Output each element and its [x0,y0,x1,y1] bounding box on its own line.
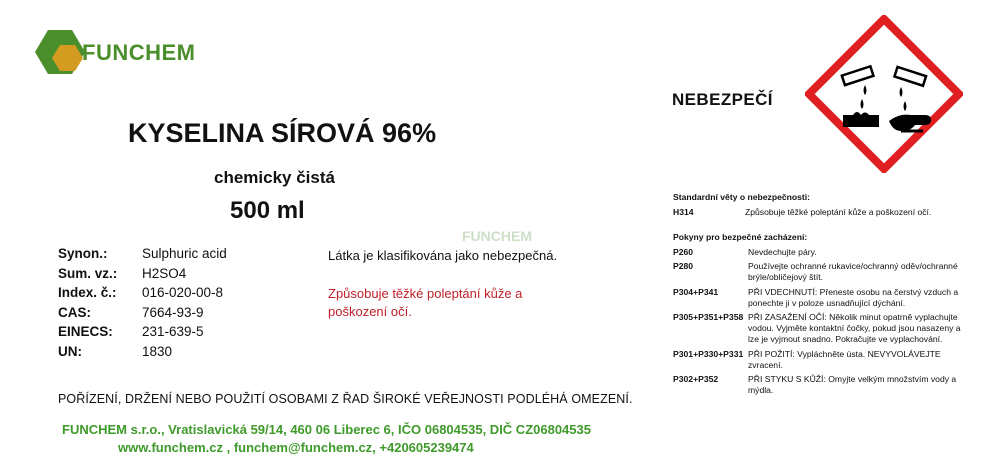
precautionary-statement [673,261,968,283]
precautionary-list [673,247,968,399]
contact-info: www.funchem.cz , funchem@funchem.cz, +420605239474 [118,440,474,455]
statement-text: Způsobuje těžké poleptání kůže a poškození očí. [745,207,932,217]
statement-code: H314 [673,207,694,217]
properties-list [58,246,227,363]
precautionary-statements-heading: Pokyny pro bezpečné zacházení: [673,232,808,242]
statement-code: P280 [673,261,694,272]
watermark: FUNCHEM [462,228,532,244]
precautionary-statement [673,287,968,309]
logo-text: FUNCHEM [82,40,196,65]
precautionary-statement [673,349,968,371]
product-grade: chemicky čistá [214,168,335,187]
product-title: KYSELINA SÍROVÁ 96% [128,118,437,148]
property-row [58,246,227,266]
statement-text: PŘI POŽITÍ: Vypláchněte ústa. NEVYVOLÁVEJTE zvracení. [748,348,941,370]
property-row [58,266,227,286]
property-label: Index. č.: [58,285,117,300]
hazard-summary: Způsobuje těžké poleptání kůže a poškození očí. [328,286,523,319]
statement-code: P301+P330+P331 [673,348,744,359]
signal-word: NEBEZPEČÍ [672,90,773,109]
statement-code: P305+P351+P358 [673,312,744,323]
property-value: 7664-93-9 [142,304,204,320]
statement-text: PŘI ZASAŽENÍ OČÍ: Několik minut opatrně vyplachujte vodou. Vyjměte kontaktní čočky, pokud jsou nasazeny a lze je vyjmout snadno. Pokračujte ve vyplachování. [748,312,961,345]
product-volume: 500 ml [230,197,305,224]
hazard-statement [673,207,931,217]
property-row [58,285,227,305]
classification-text: Látka je klasifikována jako nebezpečná. [328,248,558,263]
precautionary-statement [673,312,968,346]
property-value: H2SO4 [142,265,187,281]
hazard-statements-heading: Standardní věty o nebezpečnosti: [673,192,811,202]
statement-code: P260 [673,247,694,257]
corrosion-icon [805,15,963,173]
property-label: Sum. vz.: [58,265,118,281]
statement-text: Nevdechujte páry. [748,247,817,257]
property-label: Synon.: [58,246,108,261]
property-label: EINECS: [58,324,113,339]
precautionary-statement [673,247,968,258]
precautionary-statement [673,374,968,396]
property-row [58,324,227,344]
property-row [58,305,227,325]
property-value: 1830 [142,343,173,359]
statement-code: P302+P352 [673,374,719,385]
property-label: CAS: [58,304,91,320]
statement-code: P304+P341 [673,286,719,297]
property-label: UN: [58,343,82,359]
statement-text: Používejte ochranné rukavice/ochranný oděv/ochranné brýle/obličejový štít. [748,261,958,283]
company-info: FUNCHEM s.r.o., Vratislavická 59/14, 460 06 Liberec 6, IČO 06804535, DIČ CZ06804535 [62,422,591,437]
property-value: 231-639-5 [142,324,204,339]
property-value: Sulphuric acid [142,246,227,261]
property-row [58,344,227,364]
statement-text: PŘI STYKU S KŮŽÍ: Omyjte velkým množstvím vody a mýdla. [748,374,957,396]
property-value: 016-020-00-8 [142,285,224,300]
restriction-notice: POŘÍZENÍ, DRŽENÍ NEBO POUŽITÍ OSOBAMI Z ŘAD ŠIROKÉ VEŘEJNOSTI PODLÉHÁ OMEZENÍ. [58,392,633,406]
statement-text: PŘI VDECHNUTÍ: Přeneste osobu na čerstvý vzduch a ponechte ji v poloze usnadňující dýchání. [748,286,959,308]
